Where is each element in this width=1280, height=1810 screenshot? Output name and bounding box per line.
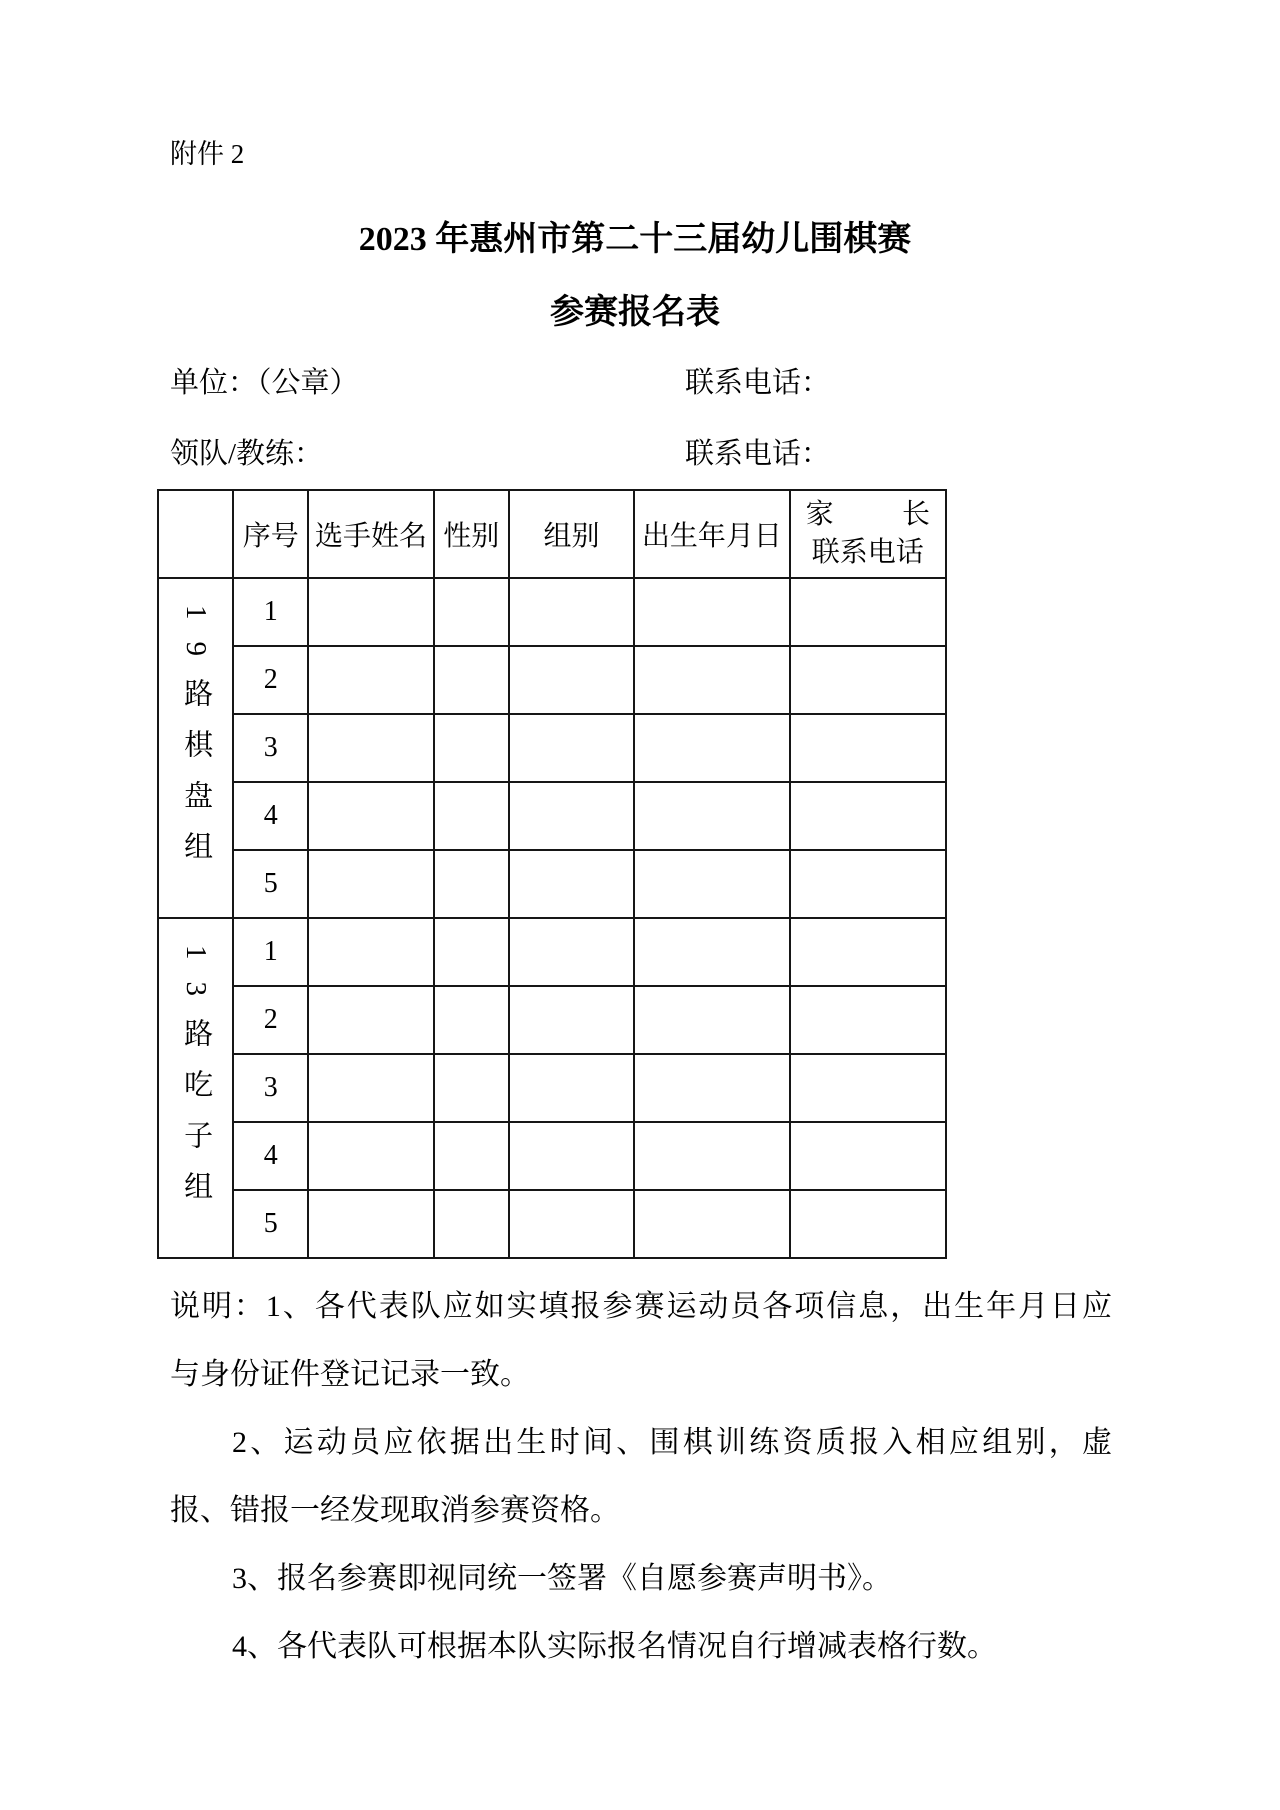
- parent-phone-cell: [790, 986, 946, 1054]
- row-number-cell: 4: [233, 782, 308, 850]
- group-label-13-capture: [158, 918, 233, 1258]
- parent-phone-cell: [790, 1122, 946, 1190]
- birthdate-cell: [634, 782, 789, 850]
- table-row: [158, 1190, 946, 1258]
- group-label-19-board: [158, 578, 233, 918]
- note-line-2: 与身份证件登记记录一致。: [170, 1357, 530, 1391]
- group-cell: [509, 1122, 634, 1190]
- player-name-cell: [308, 578, 433, 646]
- birthdate-cell: [634, 714, 789, 782]
- birthdate-cell: [634, 1122, 789, 1190]
- parent-phone-cell: [790, 714, 946, 782]
- gender-cell: [434, 918, 509, 986]
- gender-cell: [434, 782, 509, 850]
- player-name-cell: [308, 1190, 433, 1258]
- table-row: [158, 918, 946, 986]
- table-row: [158, 714, 946, 782]
- leader-label: 领队/教练：: [170, 437, 324, 470]
- parent-phone-header-line2: 联系电话: [811, 536, 924, 568]
- parent-phone-header-line1: 家 长: [805, 498, 930, 530]
- player-name-cell: [308, 1054, 433, 1122]
- row-number-cell: 2: [233, 646, 308, 714]
- note-line-1: 说明：1、各代表队应如实填报参赛运动员各项信息，出生年月日应: [170, 1289, 1112, 1323]
- table-row: [158, 782, 946, 850]
- group-cell: [509, 1054, 634, 1122]
- col-header-group: 组别: [509, 490, 634, 578]
- parent-phone-cell: [790, 850, 946, 918]
- player-name-cell: [308, 986, 433, 1054]
- group-cell: [509, 646, 634, 714]
- doc-title: 2023 年惠州市第二十三届幼儿围棋赛: [358, 221, 912, 259]
- row-number-cell: 1: [233, 918, 308, 986]
- table-row: [158, 850, 946, 918]
- unit-phone-label: 联系电话：: [685, 366, 831, 399]
- col-header-parent-phone: [790, 490, 946, 578]
- table-row: [158, 1054, 946, 1122]
- doc-subtitle: 参赛报名表: [550, 294, 720, 332]
- note-line-3: 2、运动员应依据出生时间、围棋训练资质报入相应组别，虚: [232, 1425, 1112, 1459]
- col-header-gender: 性别: [434, 490, 509, 578]
- row-number-cell: 5: [233, 1190, 308, 1258]
- table-row: [158, 646, 946, 714]
- group-cell: [509, 782, 634, 850]
- parent-phone-cell: [790, 782, 946, 850]
- gender-cell: [434, 714, 509, 782]
- gender-cell: [434, 1054, 509, 1122]
- birthdate-cell: [634, 646, 789, 714]
- group-cell: [509, 578, 634, 646]
- corner-cell: [158, 490, 233, 578]
- table-header-row: [158, 490, 946, 578]
- group-cell: [509, 986, 634, 1054]
- row-number-cell: 2: [233, 986, 308, 1054]
- form-line-leader: [170, 437, 1280, 472]
- notes-section: [170, 1273, 1112, 1681]
- gender-cell: [434, 1122, 509, 1190]
- row-number-cell: 5: [233, 850, 308, 918]
- col-header-name: 选手姓名: [308, 490, 433, 578]
- birthdate-cell: [634, 986, 789, 1054]
- parent-phone-cell: [790, 918, 946, 986]
- group-cell: [509, 918, 634, 986]
- birthdate-cell: [634, 578, 789, 646]
- attachment-label: 附件 2: [170, 139, 245, 169]
- birthdate-cell: [634, 1054, 789, 1122]
- row-number-cell: 4: [233, 1122, 308, 1190]
- note-line-6: 4、各代表队可根据本队实际报名情况自行增减表格行数。: [232, 1629, 997, 1663]
- form-line-unit: [170, 366, 1280, 401]
- birthdate-cell: [634, 918, 789, 986]
- row-number-cell: 1: [233, 578, 308, 646]
- gender-cell: [434, 578, 509, 646]
- player-name-cell: [308, 646, 433, 714]
- parent-phone-cell: [790, 1190, 946, 1258]
- col-header-birth: 出生年月日: [634, 490, 789, 578]
- table-row: [158, 578, 946, 646]
- group-cell: [509, 850, 634, 918]
- gender-cell: [434, 850, 509, 918]
- birthdate-cell: [634, 850, 789, 918]
- group-cell: [509, 1190, 634, 1258]
- table-row: [158, 1122, 946, 1190]
- row-number-cell: 3: [233, 714, 308, 782]
- gender-cell: [434, 1190, 509, 1258]
- birthdate-cell: [634, 1190, 789, 1258]
- note-line-5: 3、报名参赛即视同统一签署《自愿参赛声明书》。: [232, 1561, 892, 1595]
- player-name-cell: [308, 1122, 433, 1190]
- group-label-13-text: 13路吃子组: [180, 945, 213, 1223]
- parent-phone-cell: [790, 1054, 946, 1122]
- group-label-19-text: 19路棋盘组: [180, 605, 213, 883]
- player-name-cell: [308, 782, 433, 850]
- unit-label: 单位：（公章）: [170, 366, 359, 399]
- gender-cell: [434, 646, 509, 714]
- player-name-cell: [308, 714, 433, 782]
- note-line-4: 报、错报一经发现取消参赛资格。: [170, 1493, 620, 1527]
- leader-phone-label: 联系电话：: [685, 437, 831, 470]
- group-cell: [509, 714, 634, 782]
- player-name-cell: [308, 918, 433, 986]
- parent-phone-cell: [790, 578, 946, 646]
- gender-cell: [434, 986, 509, 1054]
- table-row: [158, 986, 946, 1054]
- row-number-cell: 3: [233, 1054, 308, 1122]
- parent-phone-cell: [790, 646, 946, 714]
- registration-table: [157, 489, 947, 1259]
- col-header-index: 序号: [233, 490, 308, 578]
- player-name-cell: [308, 850, 433, 918]
